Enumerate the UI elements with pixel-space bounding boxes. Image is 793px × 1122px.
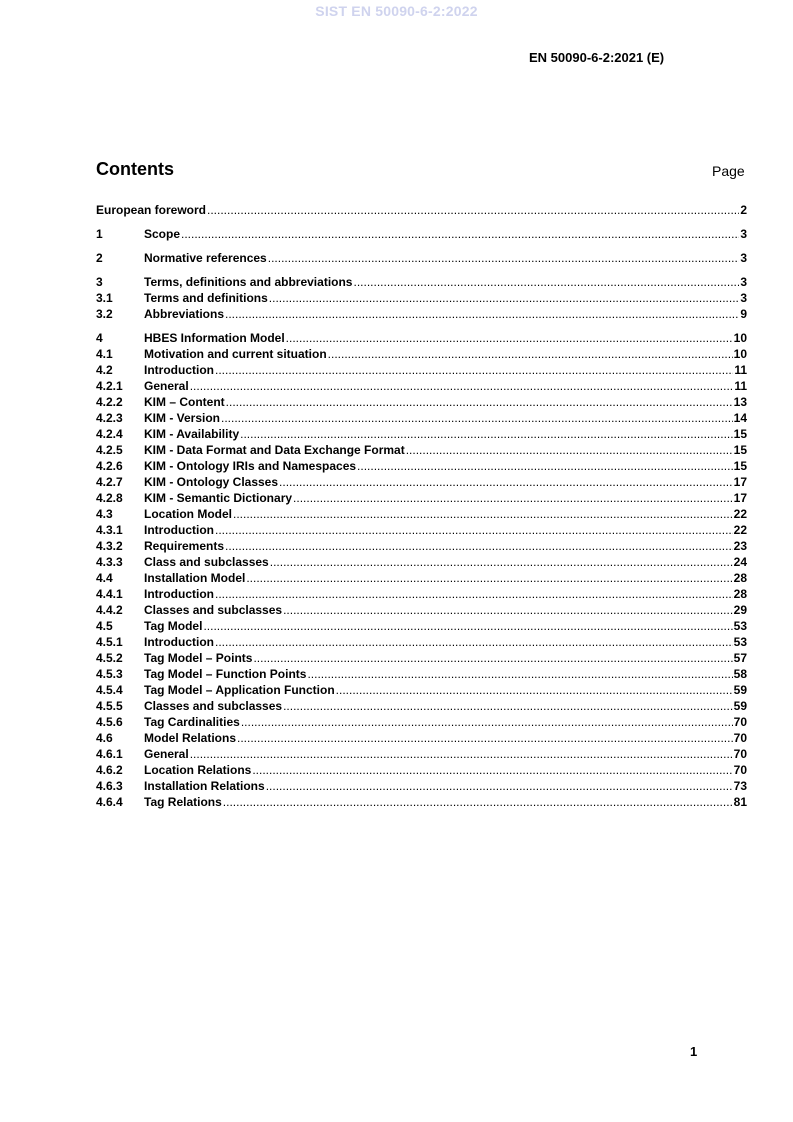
toc-leader-dots — [237, 730, 733, 746]
toc-entry-number: 4.5.4 — [96, 683, 123, 697]
toc-entry[interactable] — [96, 794, 747, 810]
toc-entry-number: 4.2.4 — [96, 427, 123, 441]
toc-entry-number: 4.2.6 — [96, 459, 123, 473]
toc-entry[interactable] — [96, 746, 747, 762]
toc-leader-dots — [225, 538, 733, 554]
toc-entry-title: Model Relations — [144, 731, 237, 745]
toc-entry-page: 29 — [733, 603, 747, 617]
toc-entry-number: 4.5.6 — [96, 715, 123, 729]
toc-entry-title: Introduction — [144, 523, 214, 537]
toc-entry[interactable] — [96, 730, 747, 746]
toc-entry-page: 3 — [740, 275, 747, 289]
toc-leader-dots — [223, 794, 733, 810]
toc-entry[interactable] — [96, 714, 747, 730]
toc-leader-dots — [225, 306, 739, 322]
toc-entry[interactable] — [96, 306, 747, 322]
toc-entry[interactable] — [96, 554, 747, 570]
toc-entry-page: 73 — [733, 779, 747, 793]
toc-entry-page: 3 — [740, 227, 747, 241]
toc-leader-dots — [269, 290, 740, 306]
toc-entry-page: 22 — [733, 523, 747, 537]
toc-entry-page: 28 — [733, 571, 747, 585]
toc-entry-page: 2 — [740, 203, 747, 217]
toc-entry-title: KIM – Content — [144, 395, 225, 409]
toc-entry-title: KIM - Semantic Dictionary — [144, 491, 293, 505]
toc-entry[interactable] — [96, 410, 747, 426]
toc-entry-page: 17 — [733, 475, 747, 489]
toc-entry-number: 4.5.1 — [96, 635, 123, 649]
toc-leader-dots — [203, 618, 732, 634]
contents-heading: Contents — [96, 159, 174, 179]
toc-leader-dots — [233, 506, 733, 522]
toc-entry[interactable] — [96, 682, 747, 698]
toc-entry-title: General — [144, 747, 189, 761]
toc-entry-title: European foreword — [96, 203, 207, 217]
toc-entry-page: 70 — [733, 763, 747, 777]
toc-entry-title: Abbreviations — [144, 307, 225, 321]
toc-entry-number: 1 — [96, 227, 103, 241]
toc-entry-number: 4.3 — [96, 507, 113, 521]
toc-leader-dots — [215, 522, 733, 538]
table-of-contents — [96, 202, 747, 810]
toc-leader-dots — [226, 394, 733, 410]
toc-entry-number: 4.2.5 — [96, 443, 123, 457]
toc-entry-title: Tag Model – Points — [144, 651, 253, 665]
toc-entry-number: 4.4.1 — [96, 587, 123, 601]
toc-entry-number: 4.2.1 — [96, 379, 123, 393]
toc-entry-title: Tag Cardinalities — [144, 715, 240, 729]
toc-entry-title: Normative references — [144, 251, 267, 265]
toc-entry-title: Terms and definitions — [144, 291, 268, 305]
toc-entry-number: 3.1 — [96, 291, 113, 305]
toc-entry-page: 9 — [740, 307, 747, 321]
toc-entry-title: Terms, definitions and abbreviations — [144, 275, 353, 289]
toc-entry-page: 70 — [733, 715, 747, 729]
toc-entry[interactable] — [96, 762, 747, 778]
toc-entry-number: 4.6.3 — [96, 779, 123, 793]
toc-entry[interactable] — [96, 442, 747, 458]
toc-leader-dots — [357, 458, 733, 474]
toc-leader-dots — [283, 602, 733, 618]
toc-entry-number: 4.5.5 — [96, 699, 123, 713]
toc-entry-number: 4.2.2 — [96, 395, 123, 409]
toc-entry-title: KIM - Availability — [144, 427, 240, 441]
toc-leader-dots — [215, 362, 733, 378]
toc-entry-title: Installation Model — [144, 571, 246, 585]
toc-entry[interactable] — [96, 426, 747, 442]
toc-leader-dots — [252, 762, 732, 778]
toc-entry-page: 14 — [733, 411, 747, 425]
page-number: 1 — [690, 1044, 698, 1059]
toc-entry-number: 4.1 — [96, 347, 113, 361]
toc-entry[interactable] — [96, 666, 747, 682]
toc-entry-number: 3 — [96, 275, 103, 289]
watermark: SIST EN 50090-6-2:2022 — [315, 3, 478, 19]
toc-entry-title: Classes and subclasses — [144, 699, 283, 713]
toc-entry-number: 4.3.3 — [96, 555, 123, 569]
page-column-label: Page — [712, 163, 745, 179]
toc-leader-dots — [307, 666, 732, 682]
toc-entry-page: 15 — [733, 443, 747, 457]
toc-entry-title: General — [144, 379, 189, 393]
toc-entry-title: KIM - Ontology IRIs and Namespaces — [144, 459, 357, 473]
toc-leader-dots — [406, 442, 733, 458]
toc-entry-page: 70 — [733, 731, 747, 745]
toc-entry-title: KIM - Version — [144, 411, 221, 425]
toc-entry-title: Scope — [144, 227, 181, 241]
toc-entry[interactable] — [96, 570, 747, 586]
toc-entry-title: Introduction — [144, 363, 214, 377]
toc-leader-dots — [207, 202, 739, 218]
toc-leader-dots — [240, 426, 733, 442]
toc-entry-title: Location Model — [144, 507, 232, 521]
toc-leader-dots — [215, 634, 733, 650]
toc-entry-page: 53 — [733, 635, 747, 649]
toc-entry[interactable] — [96, 330, 747, 346]
toc-entry-number: 4.5.3 — [96, 667, 123, 681]
toc-entry[interactable] — [96, 618, 747, 634]
toc-entry-number: 4.6.1 — [96, 747, 123, 761]
toc-entry-page: 24 — [733, 555, 747, 569]
toc-leader-dots — [181, 226, 739, 242]
toc-leader-dots — [328, 346, 733, 362]
toc-entry-page: 13 — [733, 395, 747, 409]
toc-entry[interactable] — [96, 490, 747, 506]
toc-entry-title: Classes and subclasses — [144, 603, 283, 617]
toc-entry-number: 4.2.8 — [96, 491, 123, 505]
toc-entry-title: KIM - Ontology Classes — [144, 475, 279, 489]
document-id: EN 50090-6-2:2021 (E) — [529, 50, 665, 65]
toc-entry-page: 15 — [733, 427, 747, 441]
toc-entry[interactable] — [96, 602, 747, 618]
toc-entry[interactable] — [96, 274, 747, 290]
toc-entry[interactable] — [96, 522, 747, 538]
toc-entry-page: 81 — [733, 795, 747, 809]
toc-entry[interactable] — [96, 538, 747, 554]
toc-entry-page: 11 — [734, 363, 747, 377]
toc-entry-title: Location Relations — [144, 763, 252, 777]
toc-entry-number: 4.4 — [96, 571, 113, 585]
toc-entry-number: 4.2.3 — [96, 411, 123, 425]
toc-entry[interactable] — [96, 378, 747, 394]
toc-entry-page: 22 — [733, 507, 747, 521]
toc-entry[interactable] — [96, 226, 747, 242]
toc-entry-number: 4.4.2 — [96, 603, 123, 617]
toc-entry[interactable] — [96, 778, 747, 794]
toc-entry-page: 11 — [734, 379, 747, 393]
toc-entry[interactable] — [96, 250, 747, 266]
toc-entry[interactable] — [96, 458, 747, 474]
toc-entry-title: KIM - Data Format and Data Exchange Format — [144, 443, 405, 457]
toc-entry-number: 4.6.2 — [96, 763, 123, 777]
toc-entry-page: 23 — [733, 539, 747, 553]
toc-leader-dots — [336, 682, 733, 698]
toc-entry-page: 59 — [733, 683, 747, 697]
toc-entry-page: 3 — [740, 251, 747, 265]
toc-entry-number: 4.2.7 — [96, 475, 123, 489]
toc-entry-title: Introduction — [144, 587, 214, 601]
toc-entry-title: Motivation and current situation — [144, 347, 327, 361]
toc-entry-page: 10 — [733, 331, 747, 345]
toc-entry[interactable] — [96, 290, 747, 306]
toc-entry[interactable] — [96, 698, 747, 714]
toc-entry-number: 4 — [96, 331, 103, 345]
toc-leader-dots — [279, 474, 733, 490]
toc-leader-dots — [270, 554, 733, 570]
toc-entry[interactable] — [96, 362, 747, 378]
toc-entry[interactable] — [96, 650, 747, 666]
toc-entry-number: 4.3.2 — [96, 539, 123, 553]
toc-leader-dots — [190, 746, 733, 762]
toc-entry-number: 4.5 — [96, 619, 113, 633]
toc-entry-page: 57 — [733, 651, 747, 665]
toc-leader-dots — [293, 490, 733, 506]
toc-leader-dots — [241, 714, 733, 730]
toc-entry[interactable] — [96, 474, 747, 490]
toc-entry-page: 3 — [740, 291, 747, 305]
toc-leader-dots — [246, 570, 732, 586]
toc-leader-dots — [286, 330, 733, 346]
toc-entry-title: Tag Relations — [144, 795, 222, 809]
toc-entry[interactable] — [96, 394, 747, 410]
toc-entry-page: 15 — [733, 459, 747, 473]
toc-entry-number: 2 — [96, 251, 103, 265]
toc-entry-page: 70 — [733, 747, 747, 761]
toc-leader-dots — [221, 410, 733, 426]
toc-entry-number: 4.3.1 — [96, 523, 123, 537]
toc-entry-number: 3.2 — [96, 307, 113, 321]
toc-entry-page: 10 — [733, 347, 747, 361]
toc-entry[interactable] — [96, 586, 747, 602]
toc-entry-number: 4.6.4 — [96, 795, 123, 809]
toc-entry-title: Tag Model — [144, 619, 203, 633]
toc-entry-page: 53 — [733, 619, 747, 633]
toc-leader-dots — [353, 274, 739, 290]
toc-entry[interactable] — [96, 202, 747, 218]
toc-entry-page: 59 — [733, 699, 747, 713]
toc-leader-dots — [266, 778, 733, 794]
toc-entry-page: 28 — [733, 587, 747, 601]
toc-entry-title: Requirements — [144, 539, 225, 553]
toc-leader-dots — [215, 586, 733, 602]
toc-entry-page: 17 — [733, 491, 747, 505]
toc-entry-title: Introduction — [144, 635, 214, 649]
toc-entry[interactable] — [96, 346, 747, 362]
toc-leader-dots — [253, 650, 732, 666]
toc-entry[interactable] — [96, 634, 747, 650]
toc-entry-title: Tag Model – Function Points — [144, 667, 307, 681]
toc-entry-number: 4.2 — [96, 363, 113, 377]
toc-entry-number: 4.6 — [96, 731, 113, 745]
toc-entry-title: Installation Relations — [144, 779, 265, 793]
toc-entry-title: Tag Model – Application Function — [144, 683, 335, 697]
toc-entry-number: 4.5.2 — [96, 651, 123, 665]
toc-leader-dots — [283, 698, 733, 714]
toc-leader-dots — [268, 250, 740, 266]
toc-entry[interactable] — [96, 506, 747, 522]
toc-entry-page: 58 — [733, 667, 747, 681]
toc-leader-dots — [190, 378, 734, 394]
toc-entry-title: HBES Information Model — [144, 331, 285, 345]
toc-entry-title: Class and subclasses — [144, 555, 269, 569]
